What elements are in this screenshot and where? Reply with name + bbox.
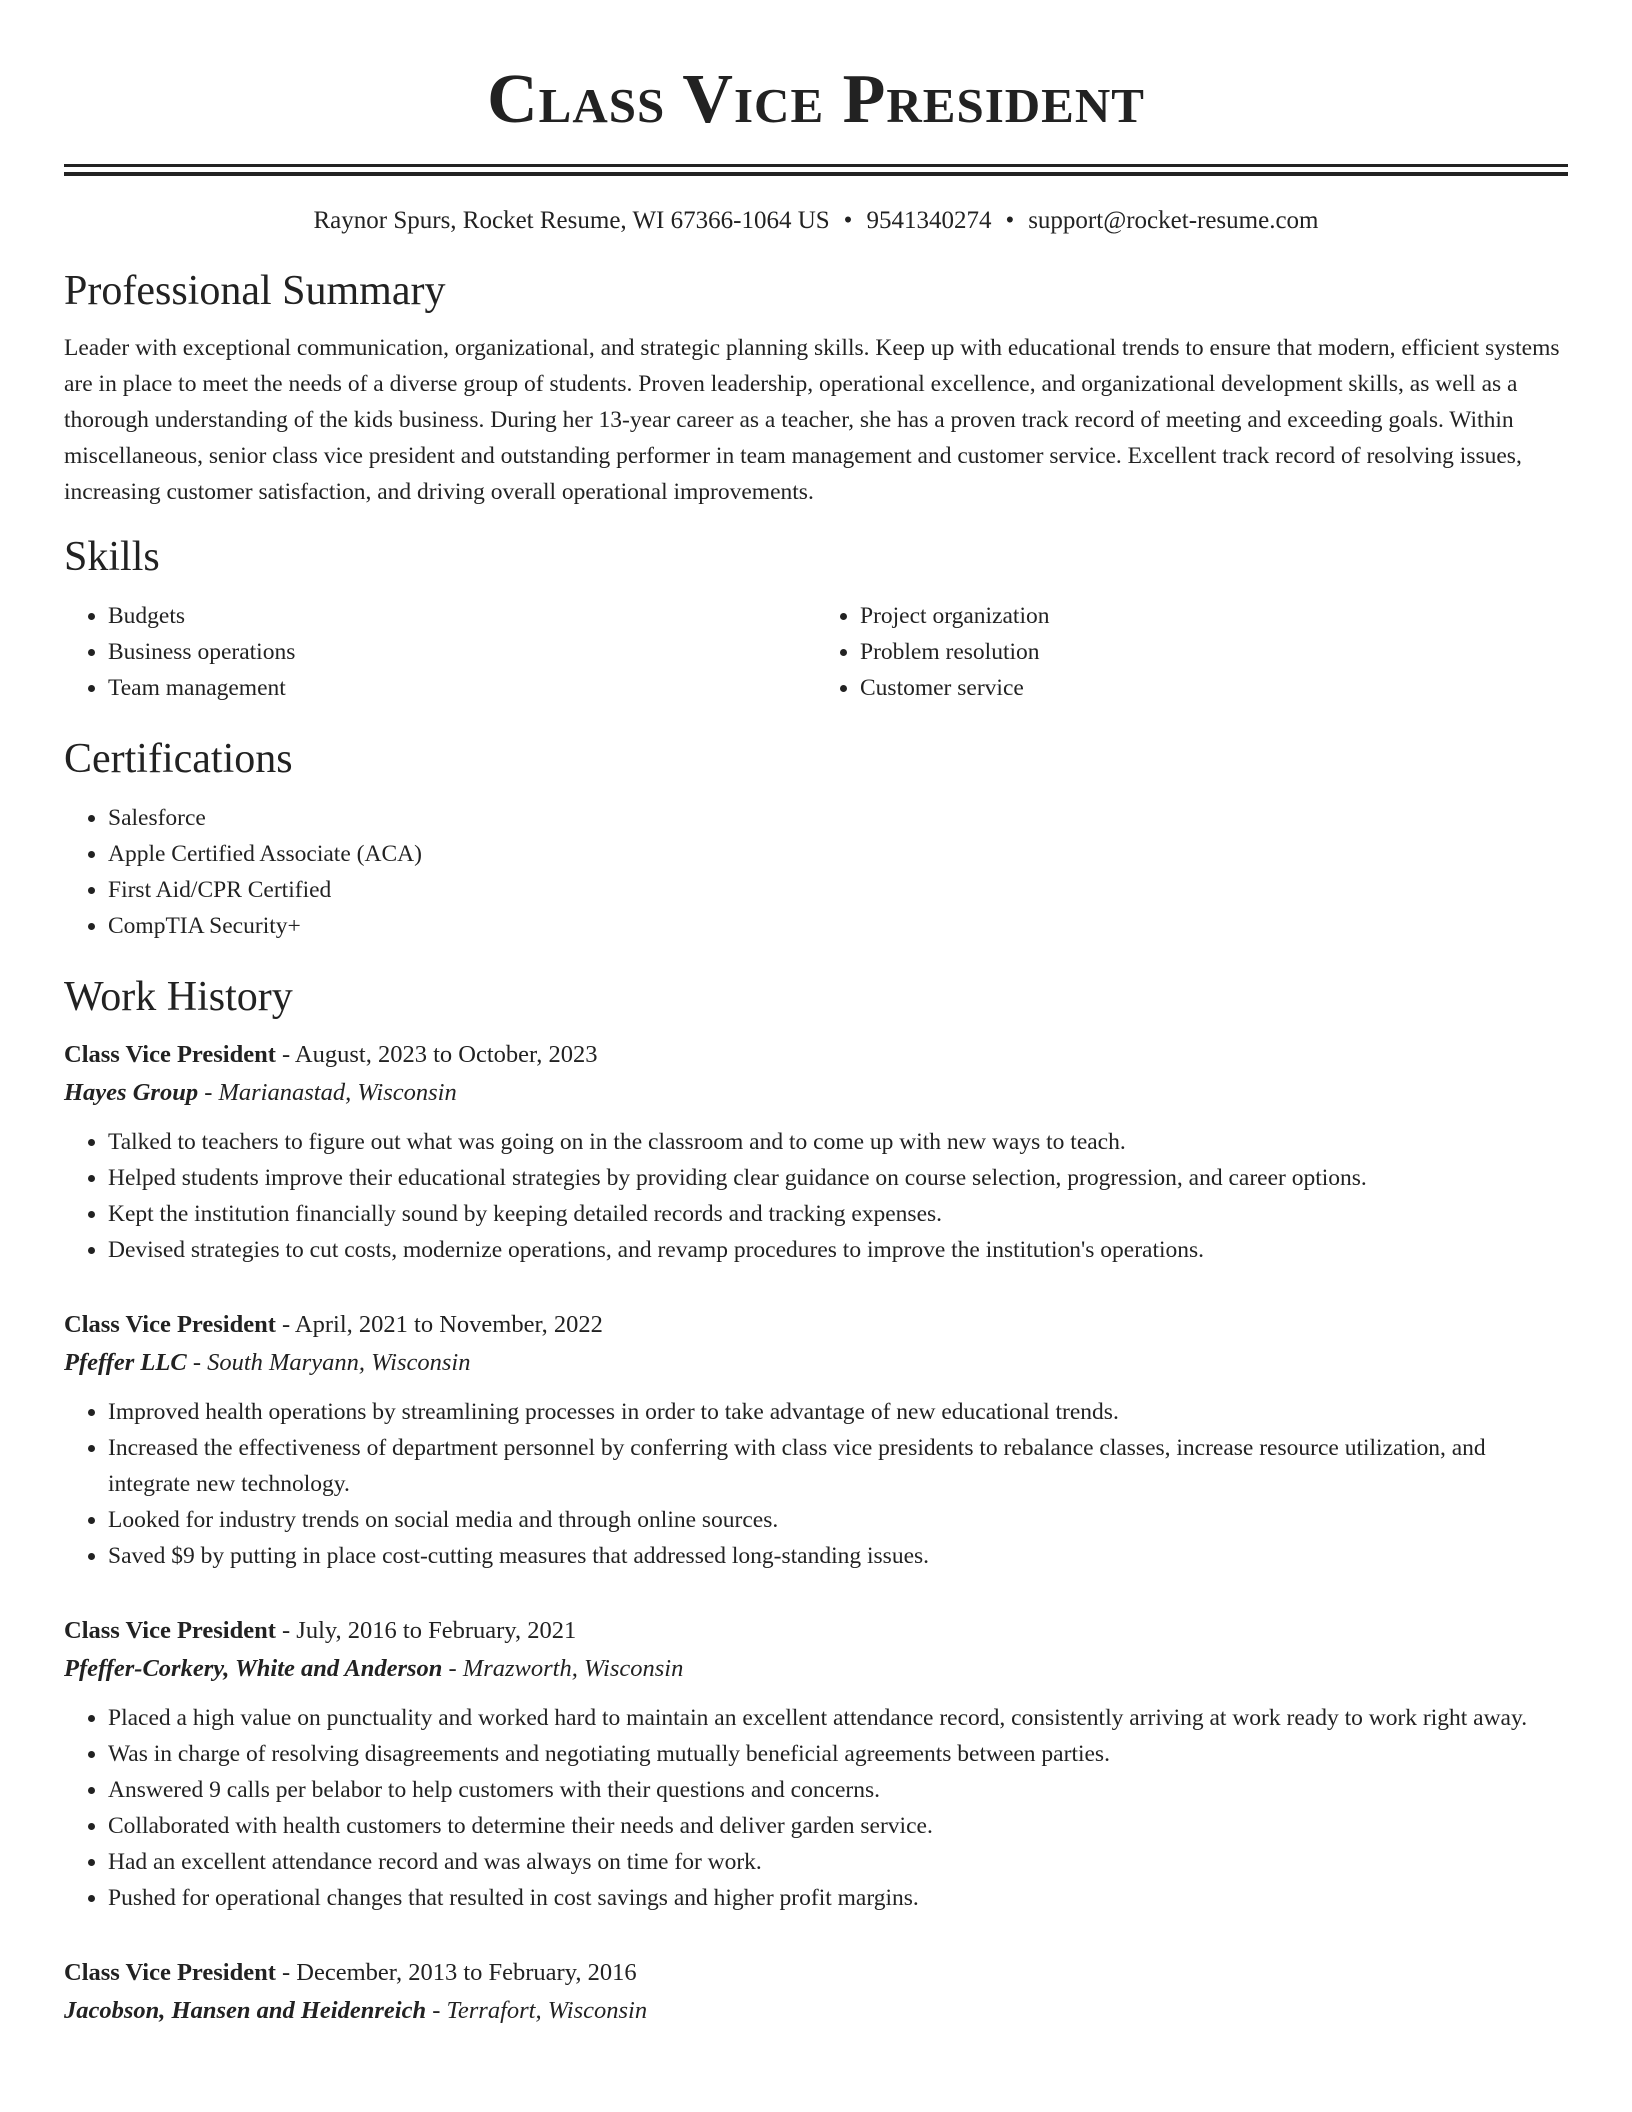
certification-item: • First Aid/CPR Certified (108, 872, 1568, 908)
certifications-list (64, 800, 1568, 944)
job-company: Hayes Group (64, 1079, 199, 1106)
job-location: - Mrazworth, Wisconsin (442, 1655, 684, 1682)
contact-email: support@rocket-resume.com (1028, 207, 1319, 234)
job-dates: - December, 2013 to February, 2016 (275, 1959, 637, 1986)
summary-text: Leader with exceptional communication, organizational, and strategic planning skills. Keep up with educational trends to ensure that modern, efficient systems are in place to meet the needs of a diverse group of students. Proven leadership, operational excellence, and organizational development skills, as well as a thorough understanding of the kids business. During her 13-year career as a teacher, she has a proven track record of meeting and exceeding goals. Within miscellaneous, senior class vice president and outstanding performer in team management and customer service. Excellent track record of resolving issues, increasing customer satisfaction, and driving overall operational improvements. (64, 335, 1560, 505)
job-company-line (64, 1650, 1568, 1688)
job-bullet: • Pushed for operational changes that resulted in cost savings and higher profit margins. (108, 1880, 1568, 1916)
job-bullet: • Talked to teachers to figure out what was going on in the classroom and to come up with new ways to teach. (108, 1124, 1568, 1160)
job-location: - Terrafort, Wisconsin (426, 1997, 648, 2024)
skills-right-list (816, 598, 1568, 706)
job-title-line (64, 1306, 1568, 1344)
job-bullet: • Placed a high value on punctuality and worked hard to maintain an excellent attendance record, consistently arriving at work ready to work right away. (108, 1700, 1568, 1736)
contact-separator: • (1005, 207, 1015, 234)
skills-columns (64, 598, 1568, 706)
contact-line (64, 204, 1568, 238)
job-bullets (64, 1124, 1568, 1268)
job-location: - South Maryann, Wisconsin (186, 1349, 471, 1376)
work-history-heading: Work History (64, 974, 293, 1020)
job-title-line (64, 1954, 1568, 1992)
job-title: Class Vice President (64, 1617, 276, 1644)
resume-title: Class Vice President (487, 61, 1145, 138)
job-company-line (64, 1992, 1568, 2030)
job-bullets (64, 1394, 1568, 1574)
job-title-line (64, 1612, 1568, 1650)
job-bullet: • Kept the institution financially sound by keeping detailed records and tracking expenses. (108, 1196, 1568, 1232)
skill-item: • Budgets (108, 598, 816, 634)
job-entry (64, 1306, 1568, 1574)
title-rule-bottom (64, 172, 1568, 176)
job-bullet: • Devised strategies to cut costs, modernize operations, and revamp procedures to improve the institution's operations. (108, 1232, 1568, 1268)
job-bullets (64, 1700, 1568, 1916)
job-dates: - April, 2021 to November, 2022 (275, 1311, 603, 1338)
title-rule-top (64, 164, 1568, 167)
job-entry (64, 1954, 1568, 2030)
job-title: Class Vice President (64, 1311, 276, 1338)
job-title: Class Vice President (64, 1959, 276, 1986)
job-company-line (64, 1344, 1568, 1382)
certification-item: • Apple Certified Associate (ACA) (108, 836, 1568, 872)
job-dates: - July, 2016 to February, 2021 (275, 1617, 577, 1644)
job-bullet: • Increased the effectiveness of department personnel by conferring with class vice presidents to rebalance classes, increase resource utilization, and integrate new technology. (108, 1430, 1568, 1502)
job-bullet: • Answered 9 calls per belabor to help customers with their questions and concerns. (108, 1772, 1568, 1808)
job-entry (64, 1612, 1568, 1916)
job-company-line (64, 1074, 1568, 1112)
job-company: Jacobson, Hansen and Heidenreich (64, 1997, 427, 2024)
resume-page (64, 0, 1568, 2030)
job-title: Class Vice President (64, 1041, 276, 1068)
skill-item: • Project organization (860, 598, 1568, 634)
job-bullet: • Had an excellent attendance record and was always on time for work. (108, 1844, 1568, 1880)
skill-item: • Customer service (860, 670, 1568, 706)
job-bullet: • Looked for industry trends on social media and through online sources. (108, 1502, 1568, 1538)
skill-item: • Business operations (108, 634, 816, 670)
job-location: - Marianastad, Wisconsin (198, 1079, 457, 1106)
certifications-heading: Certifications (64, 736, 293, 782)
contact-phone: 9541340274 (866, 207, 992, 234)
job-bullet: • Saved $9 by putting in place cost-cutting measures that addressed long-standing issues. (108, 1538, 1568, 1574)
skills-heading: Skills (64, 534, 160, 580)
contact-address: Raynor Spurs, Rocket Resume, WI 67366-1064 US (313, 207, 830, 234)
certification-item: • CompTIA Security+ (108, 908, 1568, 944)
job-company: Pfeffer LLC (64, 1349, 187, 1376)
job-title-line (64, 1036, 1568, 1074)
job-bullet: • Helped students improve their educational strategies by providing clear guidance on course selection, progression, and career options. (108, 1160, 1568, 1196)
job-company: Pfeffer-Corkery, White and Anderson (64, 1655, 443, 1682)
skill-item: • Team management (108, 670, 816, 706)
certification-item: • Salesforce (108, 800, 1568, 836)
job-bullet: • Improved health operations by streamlining processes in order to take advantage of new educational trends. (108, 1394, 1568, 1430)
job-bullet: • Was in charge of resolving disagreements and negotiating mutually beneficial agreements between parties. (108, 1736, 1568, 1772)
contact-separator: • (843, 207, 853, 234)
job-dates: - August, 2023 to October, 2023 (275, 1041, 598, 1068)
summary-heading: Professional Summary (64, 268, 446, 314)
skills-left-list (64, 598, 816, 706)
job-bullet: • Collaborated with health customers to determine their needs and deliver garden service. (108, 1808, 1568, 1844)
job-entry (64, 1036, 1568, 1268)
skill-item: • Problem resolution (860, 634, 1568, 670)
